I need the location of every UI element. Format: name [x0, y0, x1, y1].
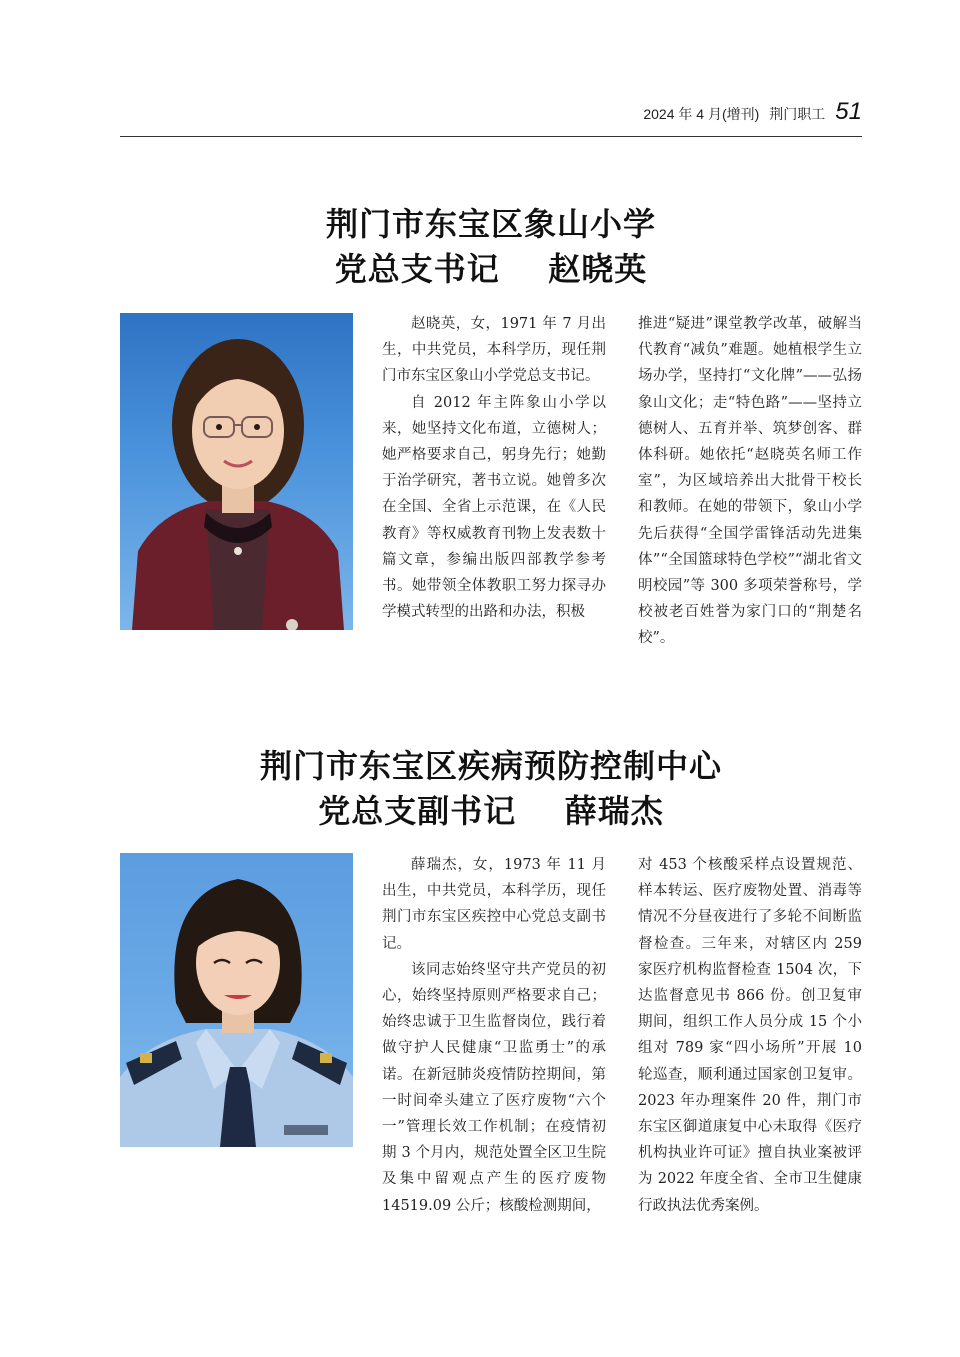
paragraph: 薛瑞杰，女，1973 年 11 月出生，中共党员，本科学历，现任荆门市东宝区疾控中心党总支副书记。 [382, 857, 606, 952]
issue-date: 2024 年 4 月(增刊) [643, 106, 760, 122]
profile-text-column-2 [638, 311, 862, 652]
profile-text-column-2 [638, 852, 862, 1219]
profile-title-line2: 党总支书记 赵晓英 [334, 250, 648, 288]
paragraph: 对 453 个核酸采样点设置规范、样本转运、医疗废物处置、消毒等情况不分昼夜进行了多轮不间断监督检查。三年来，对辖区内 259 家医疗机构监督检查 1504 次，下达监督意见书 866 份。创卫复审期间，组织工作人员分成 15 个小组对 789 家“四小场所”开展 10 轮巡查，顺利通过国家创卫复审。2023 年办理案件 20 件，荆门市东宝区御道康复中心未取得《医疗机构执业许可证》擅自执业案被评为 2022 年度全省、全市卫生健康行政执法优秀案例。 [638, 857, 862, 1214]
publication-name: 荆门职工 [769, 106, 826, 122]
paragraph: 赵晓英，女，1971 年 7 月出生，中共党员，本科学历，现任荆门市东宝区象山小学党总支书记。 [382, 316, 606, 385]
portrait-illustration [120, 313, 353, 630]
profile-text-column-1 [382, 852, 606, 1219]
profile-title-line1: 荆门市东宝区象山小学 [325, 205, 656, 243]
portrait-photo [120, 313, 353, 630]
profile-text-column-1 [382, 311, 606, 625]
paragraph: 推进“疑进”课堂教学改革，破解当代教育“减负”难题。她植根学生立场办学，坚持打“文化牌”——弘扬象山文化；走“特色路”——坚持立德树人、五育并举、筑梦创客、群体科研。她依托“赵晓英名师工作室”，为区域培养出大批骨干校长和教师。在她的带领下，象山小学先后获得“全国学雷锋活动先进集体”“全国篮球特色学校”“湖北省文明校园”等 300 多项荣誉称号，学校被老百姓誉为家门口的“荆楚名校”。 [638, 316, 862, 647]
portrait-photo [120, 853, 353, 1147]
page-header [120, 92, 862, 137]
page-number: 51 [835, 98, 862, 125]
profile-title-line1: 荆门市东宝区疾病预防控制中心 [259, 747, 722, 785]
paragraph: 自 2012 年主阵象山小学以来，她坚持文化布道，立德树人；她严格要求自己，躬身先行；她勤于治学研究，著书立说。她曾多次在全国、全省上示范课，在《人民教育》等权威教育刊物上发表数十篇文章，参编出版四部教学参考书。她带领全体教职工努力探寻办学模式转型的出路和办法，积极 [382, 394, 606, 621]
profile-title [120, 744, 862, 834]
header-info [643, 98, 862, 126]
profile-title-line2: 党总支副书记 薛瑞杰 [318, 792, 664, 830]
portrait-illustration [120, 853, 353, 1147]
paragraph: 该同志始终坚守共产党员的初心，始终坚持原则严格要求自己；始终忠诚于卫生监督岗位，践行着做守护人民健康“卫监勇士”的承诺。在新冠肺炎疫情防控期间，第一时间牵头建立了医疗废物“六个一”管理长效工作机制；在疫情初期 3 个月内，规范处置全区卫生院及集中留观点产生的医疗废物 14519.09 公斤；核酸检测期间， [382, 961, 606, 1214]
profile-title [120, 202, 862, 292]
